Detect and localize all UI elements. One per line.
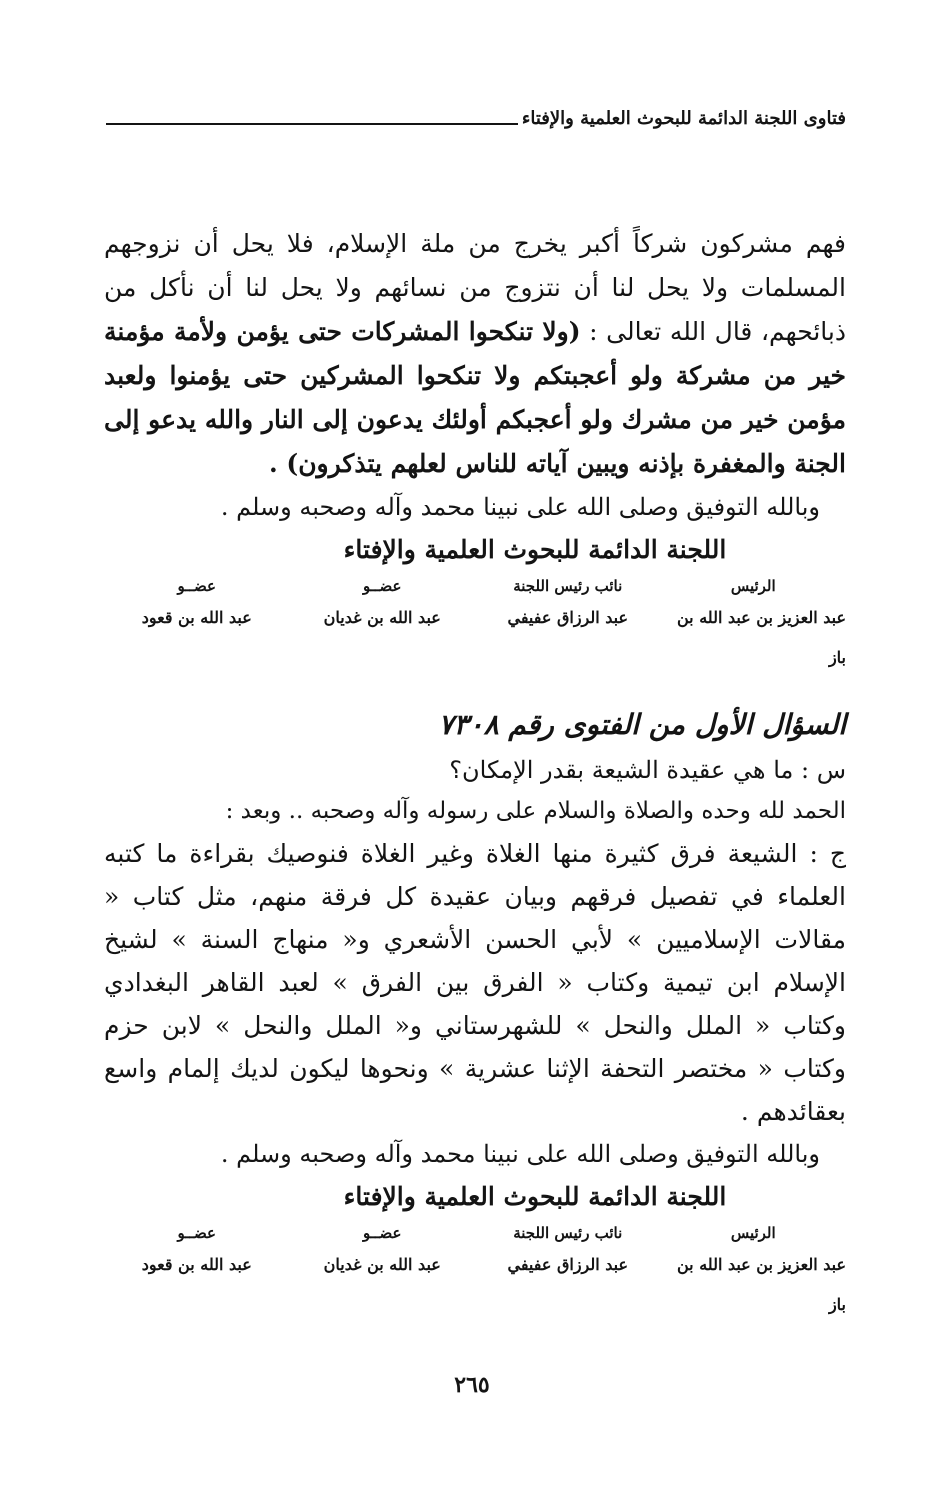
praise-opening: الحمد لله وحده والصلاة والسلام على رسوله وآله وصحبه .. وبعد :	[225, 798, 846, 824]
signatory-name: عبد الله بن غديان	[323, 1255, 441, 1274]
signatory-name: عبد الرزاق عفيفي	[507, 608, 629, 627]
signatory-name: عبد الله بن قعود	[141, 1255, 252, 1274]
page-body	[104, 222, 846, 1325]
signatory	[104, 1221, 290, 1325]
signatory-name: عبد الله بن قعود	[141, 608, 252, 627]
signatures-block	[104, 574, 846, 678]
signatory	[475, 1221, 661, 1325]
page-number: ٢٦٥	[454, 1372, 490, 1398]
signatory-role: نائب رئيس اللجنة	[513, 1224, 623, 1242]
running-header	[106, 108, 846, 129]
signatory	[104, 574, 290, 678]
signatory	[290, 1221, 476, 1325]
header-rule	[106, 123, 518, 125]
closing-statement: وبالله التوفيق وصلى الله على نبينا محمد وآله وصحبه وسلم .	[220, 1140, 820, 1168]
signatory-role: نائب رئيس اللجنة	[513, 577, 623, 595]
signatory-name: عبد الله بن غديان	[323, 608, 441, 627]
signatory-role: الرئيس	[730, 577, 776, 595]
fatwa-continuation-text	[104, 222, 846, 486]
signatory-role: عضــو	[363, 577, 402, 595]
signatures-block	[104, 1221, 846, 1325]
signatory	[475, 574, 661, 678]
signatory	[661, 1221, 847, 1325]
signatory-role: عضــو	[363, 1224, 402, 1242]
signatory-name: عبد الرزاق عفيفي	[507, 1255, 629, 1274]
signatory-name: عبد العزيز بن عبد الله بن باز	[676, 1255, 846, 1314]
fatwa-heading: السؤال الأول من الفتوى رقم ٧٣٠٨	[438, 708, 846, 741]
signatory-role: عضــو	[177, 1224, 216, 1242]
signatory	[290, 574, 476, 678]
committee-name: اللجنة الدائمة للبحوث العلمية والإفتاء	[343, 1182, 727, 1211]
signatory-name: عبد العزيز بن عبد الله بن باز	[676, 608, 846, 667]
signatory-role: عضــو	[177, 577, 216, 595]
quran-verse: (ولا تنكحوا المشركات حتى يؤمن ولأمة مؤمنة خير من مشركة ولو أعجبتكم ولا تنكحوا المشركين حتى يؤمنوا ولعبد مؤمن خير من مشرك ولو أعجبكم أولئك يدعون إلى النار والله يدعو إلى الجنة والمغفرة بإذنه ويبين آياته للناس لعلهم يتذكرون) .	[104, 317, 846, 478]
closing-statement: وبالله التوفيق وصلى الله على نبينا محمد وآله وصحبه وسلم .	[220, 493, 820, 521]
intro-text: فهم مشركون شركاً أكبر يخرج من ملة الإسلام، فلا يحل أن نزوجهم المسلمات ولا يحل لنا أن نتزوج من نسائهم ولا يحل لنا أن نأكل من ذبائحهم، قال الله تعالى :	[104, 229, 846, 346]
running-title: فتاوى اللجنة الدائمة للبحوث العلمية والإفتاء	[521, 108, 846, 129]
signatory-role: الرئيس	[730, 1224, 776, 1242]
answer-text: ج : الشيعة فرق كثيرة منها الغلاة وغير الغلاة فنوصيك بقراءة ما كتبه العلماء في تفصيل فرقهم وبيان عقيدة كل فرقة منهم، مثل كتاب « مقالات الإسلاميين » لأبي الحسن الأشعري و« منهاج السنة » لشيخ الإسلام ابن تيمية وكتاب « الفرق بين الفرق » لعبد القاهر البغدادي وكتاب « الملل والنحل » للشهرستاني و« الملل والنحل » لابن حزم وكتاب « مختصر التحفة الإثنا عشرية » ونحوها ليكون لديك إلمام واسع بعقائدهم .	[104, 839, 846, 1126]
committee-name: اللجنة الدائمة للبحوث العلمية والإفتاء	[343, 535, 727, 564]
signatory	[661, 574, 847, 678]
question-text: س : ما هي عقيدة الشيعة بقدر الإمكان؟	[449, 756, 846, 784]
